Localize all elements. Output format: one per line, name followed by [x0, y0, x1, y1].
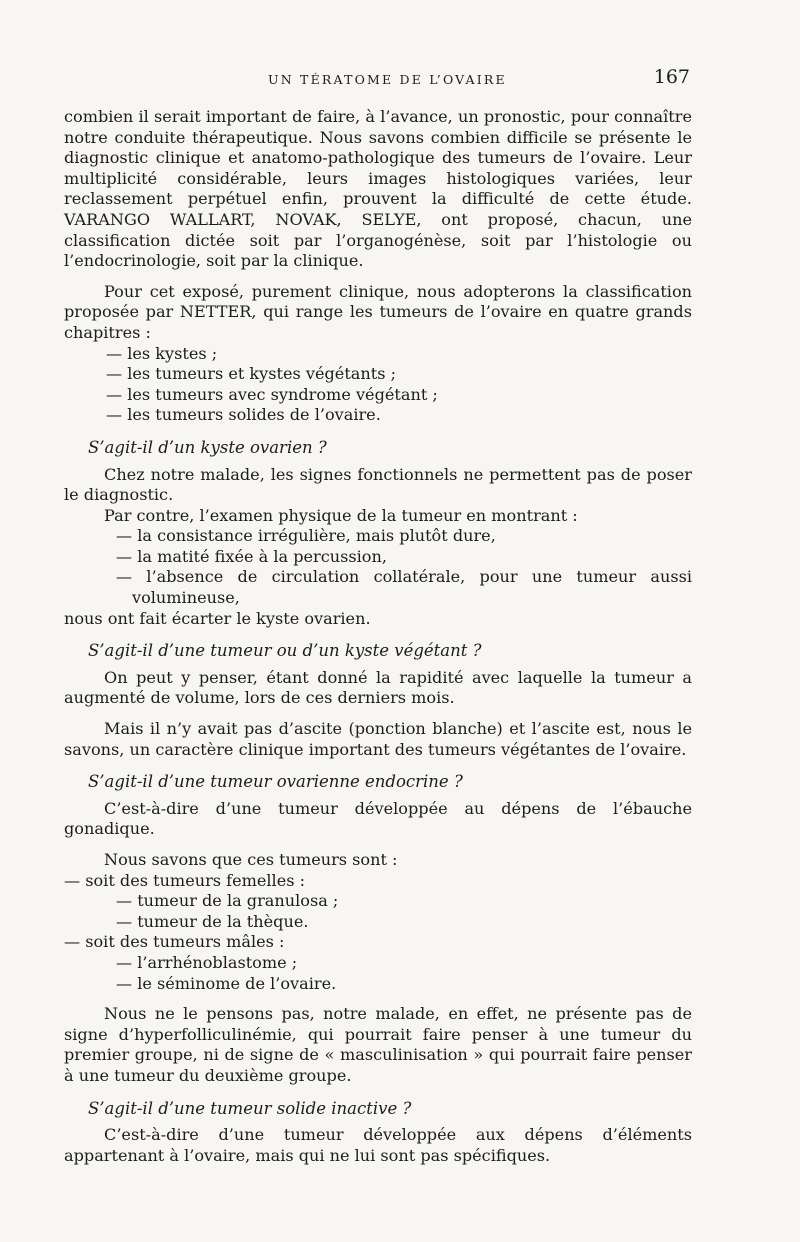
list-item: — l’arrhénoblastome ; — [116, 953, 692, 974]
body-text — [64, 107, 692, 1166]
list-item: — la consistance irrégulière, mais plutôt dure, — [116, 526, 692, 547]
paragraph: Nous ne le pensons pas, notre malade, en effet, ne présente pas de signe d’hyperfolliculinémie, qui pourrait faire penser à une tumeur du premier groupe, ni de signe de « masculinisation » qui pourrait faire penser à une tumeur du deuxième groupe. — [64, 1004, 692, 1085]
list-group: — soit des tumeurs femelles : — [64, 871, 692, 892]
list-item: — les kystes ; — [106, 344, 692, 365]
running-head — [0, 66, 800, 92]
list-group: — soit des tumeurs mâles : — [64, 932, 692, 953]
paragraph: combien il serait important de faire, à l’avance, un pronostic, pour connaître notre conduite thérapeutique. Nous savons combien difficile se présente le diagnostic clinique et anatomo-pathologique des tumeurs de l’ovaire. Leur multiplicité considérable, leurs images histologiques variées, leur reclassement perpétuel enfin, prouvent la difficulté de cette étude. VARANGO WALLART, NOVAK, SELYE, ont proposé, chacun, une classification dictée soit par l’organogénèse, soit par l’histologie ou l’endocrinologie, soit par la clinique. — [64, 107, 692, 271]
running-title: UN TÉRATOME DE L’OVAIRE — [268, 72, 507, 87]
list-item: — tumeur de la granulosa ; — [116, 891, 692, 912]
list-item: — la matité fixée à la percussion, — [116, 547, 692, 568]
paragraph: nous ont fait écarter le kyste ovarien. — [64, 608, 371, 628]
paragraph: On peut y penser, étant donné la rapidité avec laquelle la tumeur a augmenté de volume, lors de ces derniers mois. — [64, 667, 692, 708]
paragraph: Par contre, l’examen physique de la tumeur en montrant : — [104, 505, 578, 525]
paragraph: C’est-à-dire d’une tumeur développée aux dépens d’éléments appartenant à l’ovaire, mais qui ne lui sont pas spécifiques. — [64, 1125, 692, 1165]
section-heading: S’agit-il d’un kyste ovarien ? — [88, 437, 327, 457]
section-heading: S’agit-il d’une tumeur ovarienne endocrine ? — [88, 772, 463, 792]
list-item: — l’absence de circulation collatérale, pour une tumeur aussi volumineuse, — [116, 567, 692, 608]
section-heading: S’agit-il d’une tumeur solide inactive ? — [88, 1098, 412, 1118]
list-item: — les tumeurs et kystes végétants ; — [106, 364, 692, 385]
page-number: 167 — [653, 66, 690, 88]
list-item: — les tumeurs avec syndrome végétant ; — [106, 385, 692, 406]
section-heading: S’agit-il d’une tumeur ou d’un kyste végétant ? — [88, 641, 482, 661]
list-item: — le séminome de l’ovaire. — [116, 974, 692, 995]
paragraph: C’est-à-dire d’une tumeur développée au dépens de l’ébauche gonadique. — [64, 798, 692, 839]
paragraph: Mais il n’y avait pas d’ascite (ponction blanche) et l’ascite est, nous le savons, un caractère clinique important des tumeurs végétantes de l’ovaire. — [64, 719, 692, 759]
list-item: — les tumeurs solides de l’ovaire. — [106, 405, 692, 426]
paragraph: Pour cet exposé, purement clinique, nous adopterons la classification proposée par NETTER, qui range les tumeurs de l’ovaire en quatre grands chapitres : — [64, 281, 692, 342]
paragraph: Nous savons que ces tumeurs sont : — [104, 850, 398, 869]
paragraph: Chez notre malade, les signes fonctionnels ne permettent pas de poser le diagnostic. — [64, 464, 692, 505]
list-item: — tumeur de la thèque. — [116, 912, 692, 933]
